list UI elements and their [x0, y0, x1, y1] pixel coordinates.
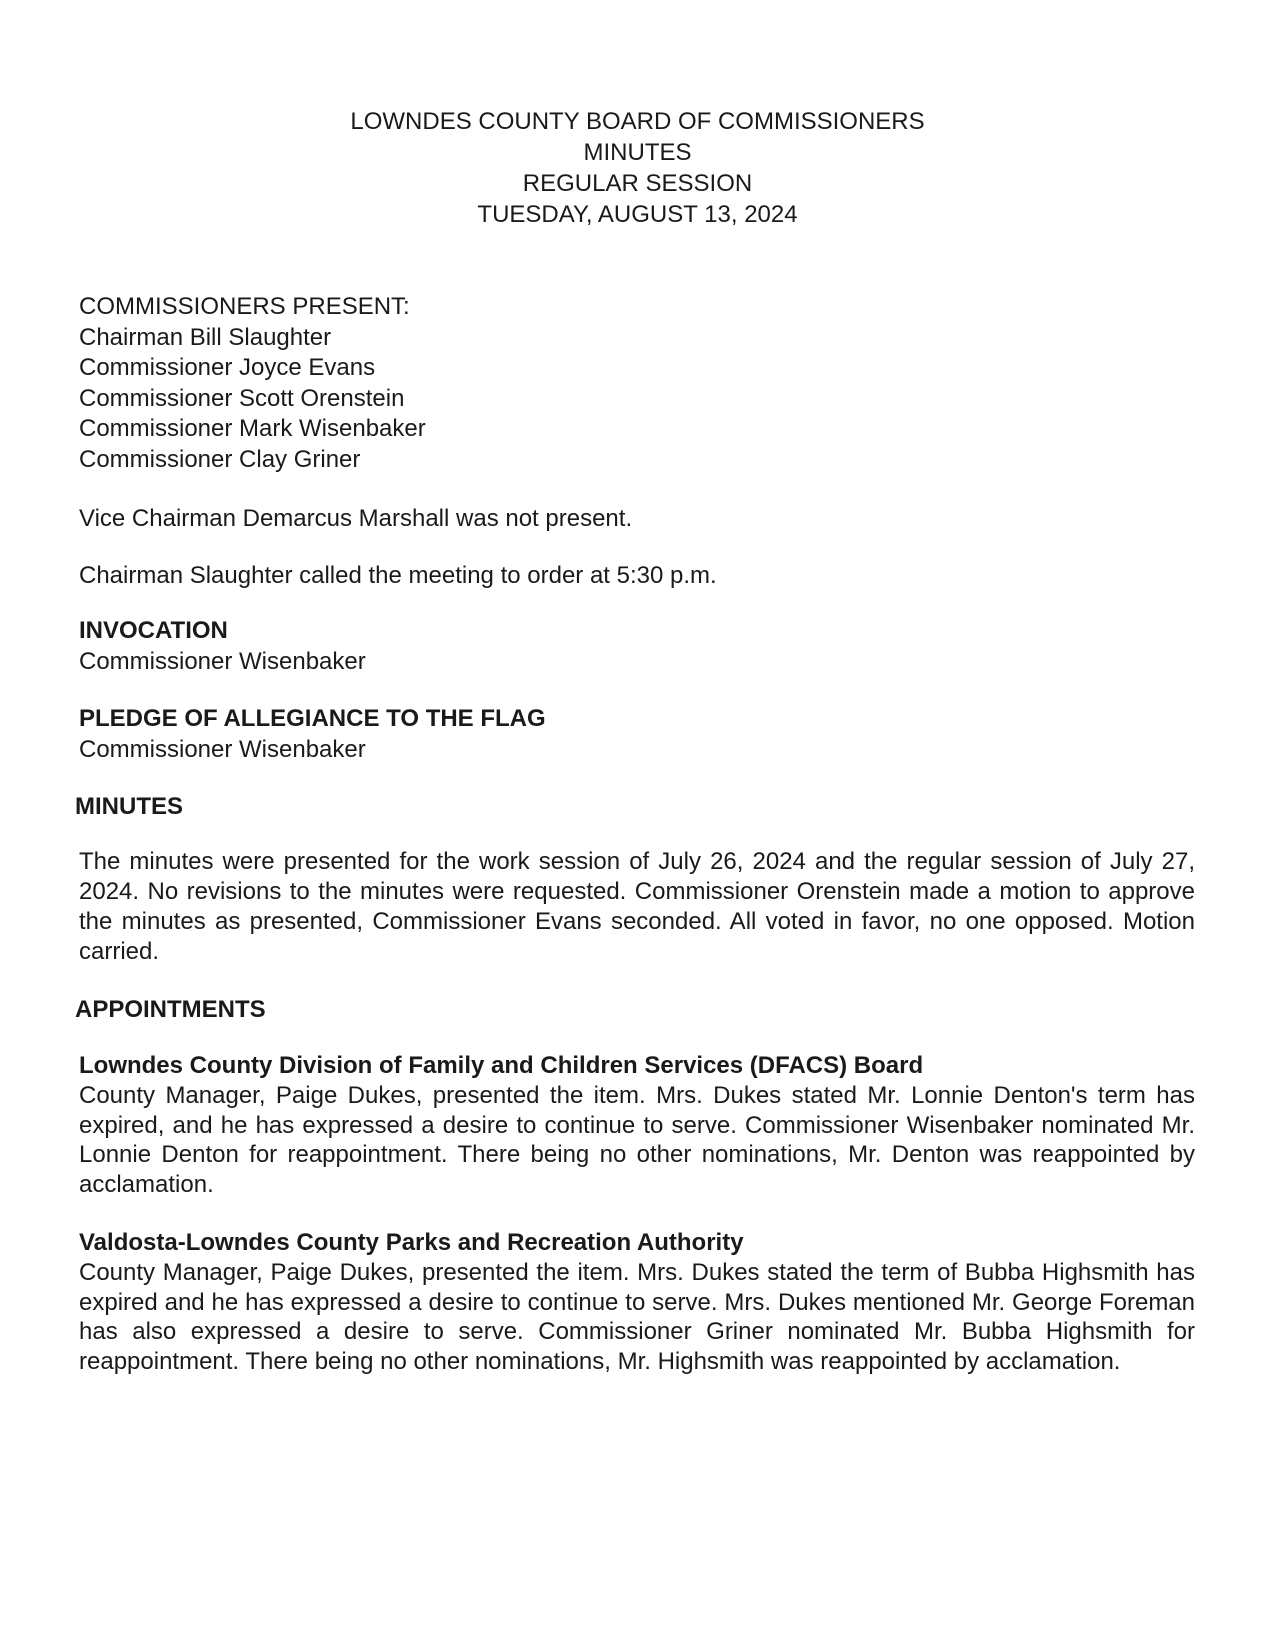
minutes-heading: MINUTES — [75, 793, 183, 820]
appointment-dfacs-heading: Lowndes County Division of Family and Children Services (DFACS) Board — [79, 1052, 924, 1079]
appointment-dfacs-paragraph: County Manager, Paige Dukes, presented the item. Mrs. Dukes stated Mr. Lonnie Denton's term has expired, and he has expressed a desire to continue to serve. Commissioner Wisenbaker nominated Mr. Lonnie Denton for reappointment. There being no other nominations, Mr. Denton was reappointed by acclamation. — [79, 1082, 1195, 1198]
attendee-item: Commissioner Clay Griner — [79, 445, 361, 473]
appointment-parks-heading: Valdosta-Lowndes County Parks and Recreation Authority — [79, 1229, 744, 1256]
attendee-item: Commissioner Scott Orenstein — [79, 384, 405, 412]
invocation-text: Commissioner Wisenbaker — [79, 648, 366, 675]
call-to-order-note: Chairman Slaughter called the meeting to order at 5:30 p.m. — [79, 562, 717, 589]
appointments-heading: APPOINTMENTS — [75, 996, 266, 1023]
attendee-item: Commissioner Joyce Evans — [79, 354, 376, 381]
document-header — [0, 106, 1275, 230]
attendee-item: Chairman Bill Slaughter — [79, 323, 332, 351]
attendance-list — [79, 292, 1195, 475]
header-meeting-date: TUESDAY, AUGUST 13, 2024 — [477, 201, 798, 228]
header-board-name: LOWNDES COUNTY BOARD OF COMMISSIONERS — [350, 108, 925, 135]
pledge-text: Commissioner Wisenbaker — [79, 736, 366, 763]
appointment-parks-paragraph: County Manager, Paige Dukes, presented the item. Mrs. Dukes stated the term of Bubba Highsmith has expired and he has expressed a desire to continue to serve. Mrs. Dukes mentioned Mr. George Foreman has also expressed a desire to serve. Commissioner Griner nominated Mr. Bubba Highsmith for reappointment. There being no other nominations, Mr. Highsmith was reappointed by acclamation. — [79, 1259, 1195, 1375]
header-document-type: MINUTES — [583, 139, 692, 166]
header-session-type: REGULAR SESSION — [522, 170, 753, 197]
invocation-heading: INVOCATION — [79, 617, 228, 644]
absence-note: Vice Chairman Demarcus Marshall was not present. — [79, 505, 633, 532]
minutes-paragraph: The minutes were presented for the work session of July 26, 2024 and the regular session of July 27, 2024. No revisions to the minutes were requested. Commissioner Orenstein made a motion to approve the minutes as presented, Commissioner Evans seconded. All voted in favor, no one opposed. Motion carried. — [79, 848, 1195, 965]
attendee-item: Commissioner Mark Wisenbaker — [79, 415, 426, 442]
pledge-heading: PLEDGE OF ALLEGIANCE TO THE FLAG — [79, 705, 546, 732]
attendance-heading: COMMISSIONERS PRESENT: — [79, 293, 410, 320]
